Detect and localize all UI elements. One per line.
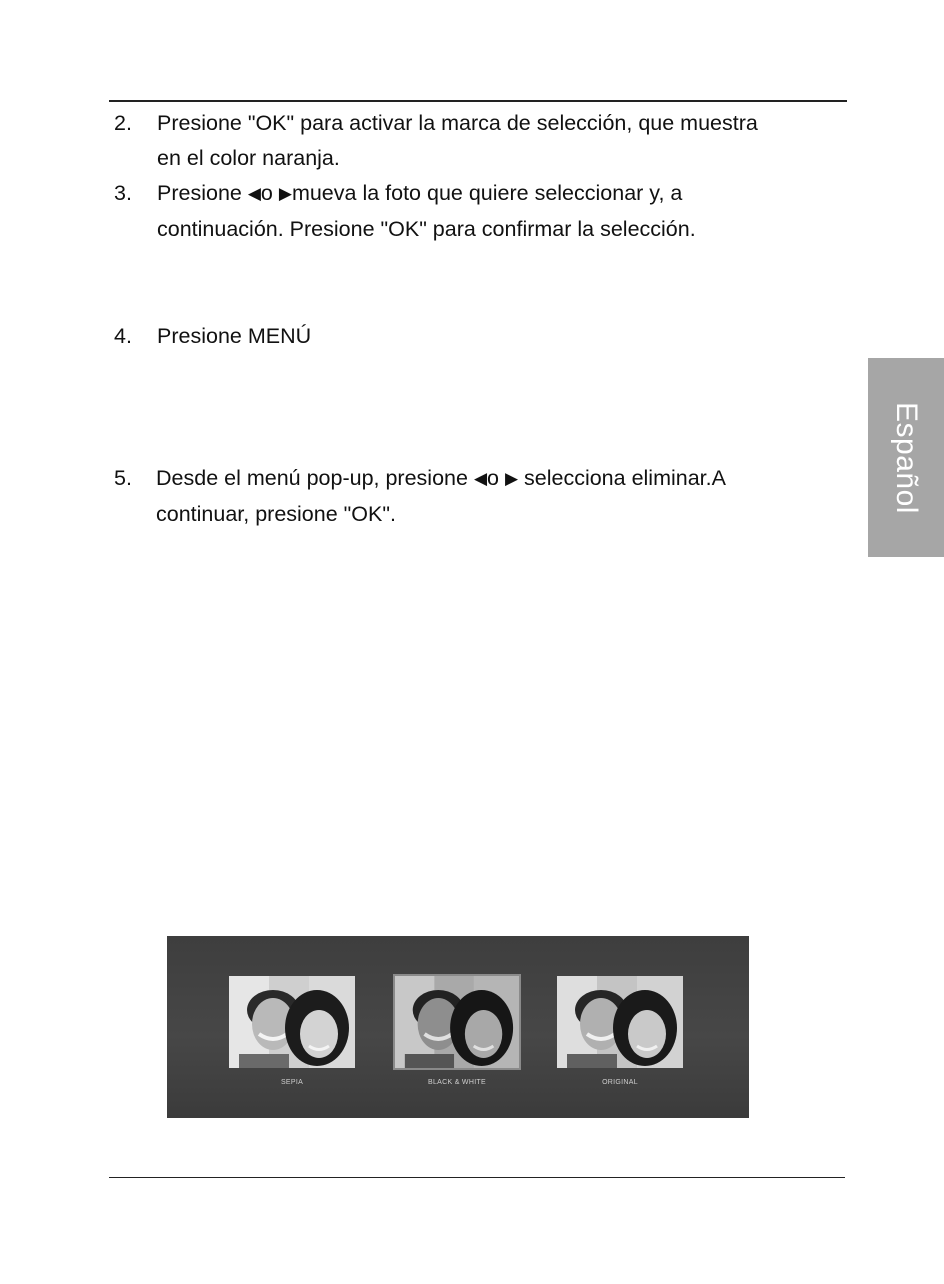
language-tab-label: Español [890, 401, 923, 514]
right-triangle-icon: ▶ [504, 469, 519, 488]
step-number: 5. [114, 466, 132, 490]
step-text-segment: o [487, 466, 505, 490]
step-text-line: en el color naranja. [157, 146, 340, 170]
bottom-rule [109, 1177, 845, 1178]
step-text-line: Presione MENÚ [157, 324, 312, 348]
photo-thumbnail-original [557, 976, 683, 1068]
thumbnail-caption: ORIGINAL [602, 1079, 638, 1086]
step-text-line: continuar, presione "OK". [156, 502, 396, 526]
step-text-segment: selecciona eliminar.A [518, 466, 726, 490]
photo-thumbnail-sepia [229, 976, 355, 1068]
step-text-segment: Presione [157, 181, 248, 205]
step-text-segment: mueva la foto que quiere seleccionar y, a [291, 181, 683, 205]
couple-photo-icon [395, 976, 519, 1068]
left-triangle-icon: ◀ [247, 184, 261, 203]
device-screenshot [167, 936, 749, 1118]
couple-photo-icon [229, 976, 355, 1068]
step-text-line: Presione "OK" para activar la marca de selección, que muestra [157, 111, 758, 135]
step-text-segment: o [260, 181, 279, 205]
step-5 [109, 461, 829, 532]
language-tab [868, 358, 944, 557]
step-text-line: continuación. Presione "OK" para confirmar la selección. [157, 217, 696, 241]
thumbnail-caption: BLACK & WHITE [428, 1079, 486, 1086]
step-3 [109, 176, 829, 247]
step-number: 3. [114, 181, 132, 205]
photo-thumbnail-black-white [393, 974, 521, 1070]
step-text-segment: Desde el menú pop-up, presione [156, 466, 474, 490]
top-rule [109, 100, 847, 102]
right-triangle-icon: ▶ [278, 184, 292, 203]
left-triangle-icon: ◀ [473, 469, 488, 488]
step-4 [109, 319, 829, 354]
thumbnail-caption: SEPIA [280, 1079, 304, 1086]
step-number: 4. [114, 324, 132, 348]
step-2 [109, 106, 829, 176]
couple-photo-icon [557, 976, 683, 1068]
step-number: 2. [114, 111, 132, 135]
